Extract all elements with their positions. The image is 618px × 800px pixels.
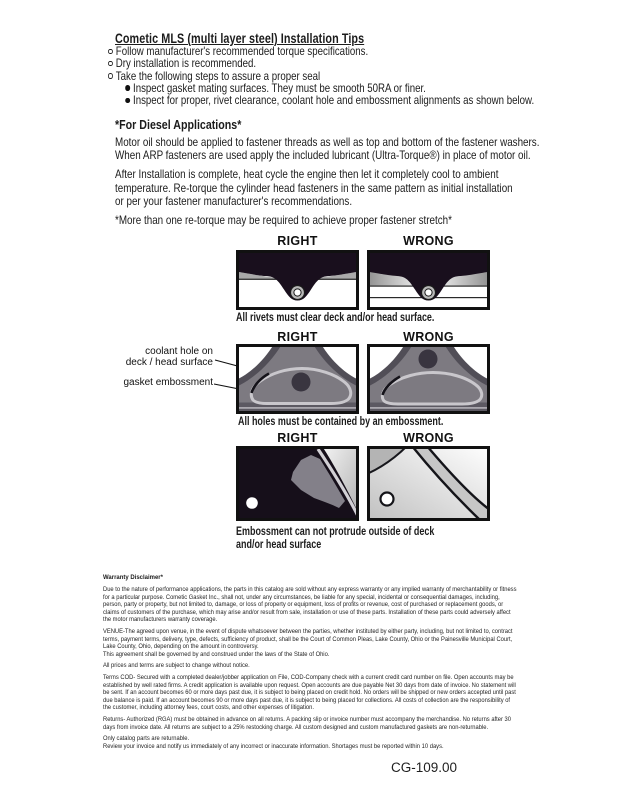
hole-right-art	[236, 344, 359, 414]
tip-item	[108, 57, 600, 69]
protrude-caption: Embossment can not protrude outside of deck and/or head surface	[236, 526, 435, 551]
tips-list	[108, 45, 600, 106]
warranty-heading: Warranty Disclaimer*	[103, 574, 163, 581]
tip-text: Follow manufacturer's recommended torque specifications.	[115, 44, 369, 58]
tip-text: Inspect for proper, rivet clearance, coolant hole and embossment alignments as shown below.	[133, 93, 535, 108]
bullet-icon	[108, 73, 113, 79]
tip-text: Take the following steps to assure a proper seal	[115, 68, 321, 83]
diagram-protrude-right-panel	[236, 446, 359, 521]
diagram-hole-right-panel	[236, 344, 359, 414]
wrong-label: WRONG	[403, 431, 454, 445]
diagram-rivet-right-panel	[236, 250, 359, 310]
gasket-embossment-label: gasket embossment	[123, 377, 213, 388]
rivet-wrong-art	[367, 250, 490, 310]
tip-sub-item	[125, 94, 600, 106]
right-label: RIGHT	[277, 234, 318, 248]
hole-wrong-art	[367, 344, 490, 414]
holes-caption: All holes must be contained by an embossment.	[238, 416, 444, 428]
diesel-section	[115, 118, 607, 233]
rivet-right-art	[236, 250, 359, 310]
diesel-paragraph: After Installation is complete, heat cycle the engine then let it completely cool to ambient temperature. Re-torque the cylinder head fasteners in the same pattern as initial installation or per your fastener manufacturer's recommendations.	[115, 167, 513, 208]
page-code: CG-109.00	[391, 760, 458, 775]
page-title: Cometic MLS (multi layer steel) Installation Tips	[115, 31, 365, 47]
warranty-section	[103, 574, 517, 754]
warranty-paragraph: This agreement shall be governed by and construed under the laws of the State of Ohio.	[103, 650, 330, 658]
diagram-hole-wrong-panel	[367, 344, 490, 414]
right-label: RIGHT	[277, 330, 318, 344]
coolant-hole-label: coolant hole on deck / head surface	[125, 346, 213, 368]
tip-text: Dry installation is recommended.	[115, 56, 257, 71]
tip-text: Inspect gasket mating surfaces. They must be smooth 50RA or finer.	[133, 80, 426, 95]
bullet-icon	[125, 85, 130, 91]
warranty-paragraph: Due to the nature of performance applications, the parts in this catalog are sold without any express warranty or any implied warranty of merchantability or fitness for a particular purpose. Cometic Gasket Inc., shall not, under any circumstances, be liable for any special, incidental or consequential damages, including, person, party or property, but not limited to, damage, or loss of property or equipment, loss of profits or revenue, cost of purchased or replacement goods, or claims of customers of the purchase, which may arise and/or result from sale, installation or use of these parts. Installation of these parts could adversely affect the motor manufacturers warranty coverage.	[103, 586, 517, 624]
warranty-paragraph: Review your invoice and notify us immediately of any incorrect or inaccurate information. Shortages must be reported within 10 days.	[103, 742, 444, 750]
warranty-paragraph: Only catalog parts are returnable.	[103, 735, 190, 743]
right-label: RIGHT	[277, 431, 318, 445]
diesel-heading: *For Diesel Applications*	[115, 117, 242, 132]
bullet-icon	[125, 98, 130, 104]
bullet-icon	[108, 49, 113, 55]
warranty-paragraph: All prices and terms are subject to change without notice.	[103, 662, 250, 670]
protrude-right-art	[236, 446, 359, 521]
diesel-note: *More than one re-torque may be required to achieve proper fastener stretch*	[115, 213, 452, 228]
warranty-paragraph: Returns- Authorized (RGA) must be obtained in advance on all returns. A packing slip or invoice number must accompany the merchandise. No returns after 30 days from invoice date. All returns are subject to a 25% restocking charge. All custom designed and custom manufactured gaskets are non-returnable.	[103, 715, 512, 731]
warranty-paragraph: VENUE-The agreed upon venue, in the event of dispute whatsoever between the parties, whether instituted by either party, including, but not limited to, contract terms, payment terms, delivery, type, defects, sufficiency of product, shall be the Court of Common Pleas, Lake County, Ohio or the Painesville Municipal Court, Lake County, Ohio, depending on the amount in controversy.	[103, 627, 513, 651]
diesel-paragraph: Motor oil should be applied to fastener threads as well as top and bottom of the fastener washers. When ARP fasteners are used apply the included lubricant (Ultra-Torque®) in place of motor oil.	[115, 135, 540, 163]
bullet-icon	[108, 61, 113, 67]
diagram-rivet-wrong-panel	[367, 250, 490, 310]
diagram-protrude-wrong-panel	[367, 446, 490, 521]
wrong-label: WRONG	[403, 234, 454, 248]
warranty-paragraph: Terms COD- Secured with a completed dealer/jobber application on File, COD-Company check with a current credit card number on file. Open accounts may be established by well rated firms. A credit application is available upon request. Open accounts are due payable Net 30 days from date of invoice. No statement will be sent. If an account becomes 60 or more days past due, it is subject to being placed on credit hold. No orders will be shipped or new orders accepted until past due balance is paid. If an account becomes 90 or more days past due, it is subject to being placed for collections. All costs of collection are the responsibility of the customer, including attorney fees, court costs, and other expenses of litigation.	[103, 673, 516, 712]
wrong-label: WRONG	[403, 330, 454, 344]
rivet-caption: All rivets must clear deck and/or head surface.	[236, 312, 435, 324]
protrude-wrong-art	[367, 446, 490, 521]
